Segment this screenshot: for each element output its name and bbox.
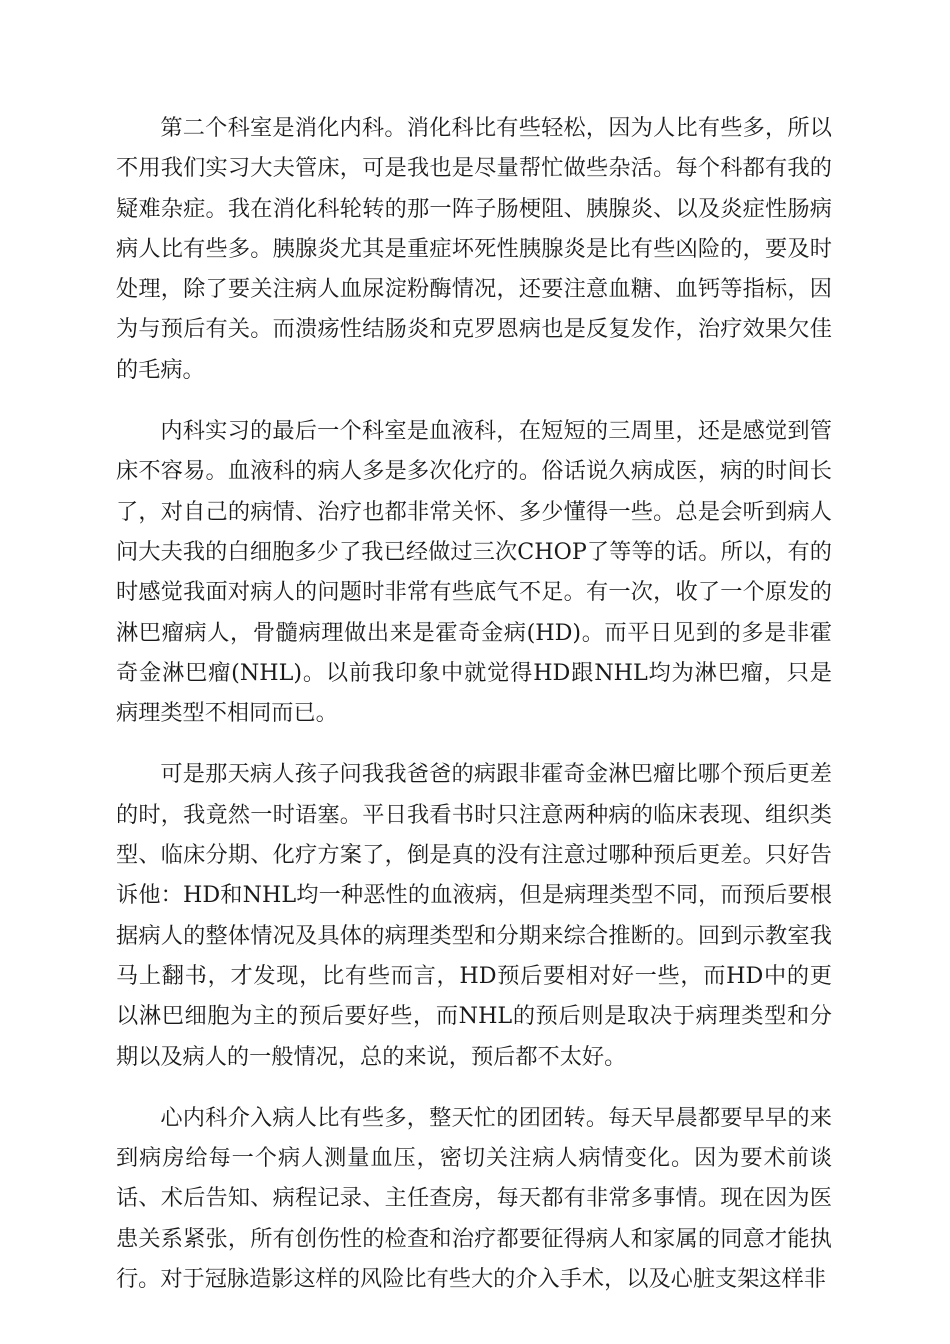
paragraph-cardiology: 心内科介入病人比有些多，整天忙的团团转。每天早晨都要早早的来到病房给每一个病人测量血压，密切关注病人病情变化。因为要术前谈话、术后告知、病程记录、主任查房，每天都有非常多事情。现在因为医患关系紧张，所有创伤性的检查和治疗都要征得病人和家属的同意才能执行。对于冠脉造影这样的风险比有些大的介入手术，以及心脏支架这样非 <box>116 1104 832 1293</box>
paragraph-prognosis: 可是那天病人孩子问我我爸爸的病跟非霍奇金淋巴瘤比哪个预后更差的时，我竟然一时语塞。平日我看书时只注意两种病的临床表现、组织类型、临床分期、化疗方案了，倒是真的没有注意过哪种预后更差。只好告诉他：HD和NHL均一种恶性的血液病，但是病理类型不同，而预后要根据病人的整体情况及具体的病理类型和分期来综合推断的。回到示教室我马上翻书，才发现，比有些而言，HD预后要相对好一些，而HD中的更以淋巴细胞为主的预后要好些，而NHL的预后则是取决于病理类型和分期以及病人的一般情况，总的来说，预后都不太好。 <box>116 761 832 1070</box>
paragraph-hematology: 内科实习的最后一个科室是血液科，在短短的三周里，还是感觉到管床不容易。血液科的病人多是多次化疗的。俗话说久病成医，病的时间长了，对自己的病情、治疗也都非常关怀、多少懂得一些。总是会听到病人问大夫我的白细胞多少了我已经做过三次CHOP了等等的话。所以，有的时感觉我面对病人的问题时非常有些底气不足。有一次，收了一个原发的淋巴瘤病人，骨髓病理做出来是霍奇金病(HD)。而平日见到的多是非霍奇金淋巴瘤(NHL)。以前我印象中就觉得HD跟NHL均为淋巴瘤，只是病理类型不相同而已。 <box>116 418 832 727</box>
paragraph-gastroenterology: 第二个科室是消化内科。消化科比有些轻松，因为人比有些多，所以不用我们实习大夫管床，可是我也是尽量帮忙做些杂活。每个科都有我的疑难杂症。我在消化科轮转的那一阵子肠梗阻、胰腺炎、以及炎症性肠病病人比有些多。胰腺炎尤其是重症坏死性胰腺炎是比有些凶险的，要及时处理，除了要关注病人血尿淀粉酶情况，还要注意血糖、血钙等指标，因为与预后有关。而溃疡性结肠炎和克罗恩病也是反复发作，治疗效果欠佳的毛病。 <box>116 115 832 383</box>
document-body <box>116 108 832 1320</box>
